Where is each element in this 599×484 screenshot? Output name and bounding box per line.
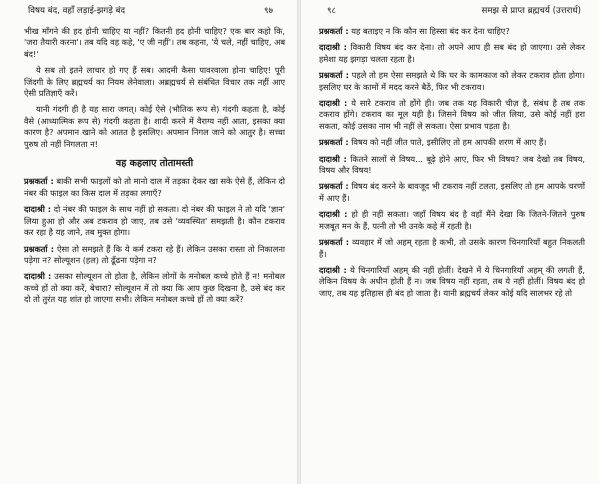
right-body-text <box>319 26 585 304</box>
page-number: ९८ <box>327 6 336 16</box>
speaker-label: दादाश्री : <box>24 271 52 282</box>
speaker-label: दादाश्री : <box>319 98 348 109</box>
dialogue-paragraph <box>24 271 285 305</box>
dialogue-paragraph <box>319 26 585 37</box>
dialogue-text: ऐसा तो समझते हैं कि ये कर्म टकरा रहे हैं। लेकिन उसका रास्ता तो निकालना पड़ेगा न? सोल्यूशन (हल) तो ढूँढना पड़ेगा न? <box>24 243 285 265</box>
dialogue-text: ये चिनगारियाँ अहम् की नहीं होतीं। देखने में ये चिनगारियाँ अहम् की लगती हैं, लेकिन विषय के अधीन होती हैं न। जब विषय नहीं रहता, तब ये नहीं होतीं। विषय बंद हो जाए, तब यह इतिहास ही बंद हो जाता है। यानी ब्रह्मचर्य लेकर कोई यदि सालभर रहे तो <box>319 264 585 298</box>
dialogue-text: हो ही नहीं सकता। जहाँ विषय बंद है वहाँ मैंने देखा कि जितने-जितने पुरुष मजबूत मन के हैं, पत्नी तो भी उनके कहे में रहती है। <box>319 209 586 231</box>
speaker-label: प्रश्नकर्ता : <box>319 237 350 248</box>
dialogue-paragraph <box>319 70 585 93</box>
paragraph-text: यानी गंदगी ही है यह सारा जगत्। कोई ऐसे (भौतिक रूप से) गंदगी कहता है, कोई वैसे (आध्यात्मिक रूप से) गंदगी कहता है। शादी करने में वैराग्य नहीं आता, इसका क्या कारण है? अपमान खाने को आतत है इसलिए। अपमान निगल जाने को आतुर है। सच्चा पुरुष तो नहीं निगलता न! <box>24 104 285 149</box>
dialogue-paragraph <box>319 181 585 204</box>
speaker-label: दादाश्री : <box>319 209 348 220</box>
running-head: विषय बंद, वहाँ लड़ाई-झगड़े बंद <box>28 6 126 16</box>
paragraph-text: ये सब तो इतने लाचार हो गए हैं सब। आदमी कैसा पावरवाला होना चाहिए! पूरी जिंदगी के लिए ब्रह्मचर्य का नियम लेनेवाला। अब्रह्मचर्य से संबंधित विचार तक नहीं आए ऐसी प्रतिज्ञाएँ करें। <box>24 65 285 99</box>
paragraph <box>24 104 285 150</box>
section-heading: वह कहलाए तोतामस्ती <box>115 158 194 170</box>
dialogue-paragraph <box>319 137 585 148</box>
speaker-label: प्रश्नकर्ता : <box>24 176 54 187</box>
dialogue-text: ये सारे टकराव तो होंगे ही। जब तक यह विकारी चीज़ है, संबंध है तब तक टकराव होंगे। टकराव का मूल यही है। जिसने विषय को जीत लिया, उसे कोई नहीं हरा सकता, कोई उसका नाम भी नहीं ले सकता। ऐसा प्रभाव पड़ता है। <box>319 98 585 131</box>
dialogue-text: बाकी सभी फाइलों को तो मानो दाल में तड़का देकर खा सके ऐसे हैं, लेकिन दो नंबर की फाइल का किस दाल में तड़का लगाएँ? <box>24 176 285 198</box>
dialogue-text: विषय बंद करने के बावजूद भी टकराव नहीं टलता, इसलिए तो हम आपके चरणों में आए हैं। <box>319 181 586 203</box>
dialogue-text: दो नंबर की फाइल के साथ नहीं हो सकता। दो नंबर की फाइल ने तो यदि 'ज्ञान' लिया हुआ हो और अब टकराव हो जाए, तब उसे 'व्यवस्थित' समझती है। कौन टकराव कर रहा है यह जाने, तब मुक्त होगा। <box>24 204 286 238</box>
dialogue-paragraph <box>319 209 585 232</box>
left-page <box>0 0 297 484</box>
speaker-label: दादाश्री : <box>24 204 52 215</box>
dialogue-text: विषय को नहीं जीत पाते, इसीलिए तो हम आपकी शरण में आए हैं। <box>351 137 547 148</box>
dialogue-paragraph <box>319 237 585 260</box>
speaker-label: दादाश्री : <box>319 42 347 53</box>
right-page <box>301 0 599 484</box>
page-number: ९७ <box>264 6 273 16</box>
paragraph-text: भीख माँगने की हद होनी चाहिए या नहीं? कितनी हद होनी चाहिए? एक बार कहो कि, 'जरा तैयारी करना'। तब यदि वह कहे, 'ए जी नहीं'। तब कहना, 'ये चले, नहीं चाहिए, अब बंद!' <box>24 26 285 59</box>
dialogue-text: उसका सोल्यूशन तो होता है, लेकिन लोगों के मनोबल कच्चे होते हैं न! मनोबल कच्चे हों तो क्या करें, बेचारा? सोल्यूशन में तो क्या कि आप कुछ दिखना है, उसे बंद कर दो तो तुरंत यह शांत हो जाएगा सभी। लेकिन मनोबल कच्चे हों तो क्या करें? <box>24 271 285 305</box>
speaker-label: प्रश्नकर्ता : <box>319 137 349 148</box>
dialogue-paragraph <box>24 244 285 267</box>
dialogue-text: व्यवहार में जो अहम् रहता है कभी, तो उसके कारण चिनगारियाँ बहुत निकलती हैं। <box>319 237 585 259</box>
paragraph <box>24 26 285 60</box>
speaker-label: प्रश्नकर्ता : <box>24 243 55 254</box>
dialogue-paragraph <box>319 98 585 132</box>
dialogue-paragraph <box>319 154 585 177</box>
paragraph <box>24 65 285 99</box>
speaker-label: दादाश्री : <box>319 153 347 164</box>
speaker-label: प्रश्नकर्ता : <box>319 26 349 36</box>
left-body-text <box>24 26 285 311</box>
dialogue-text: पहले तो हम ऐसा समझते थे कि घर के कामकाज को लेकर टकराव होता होगा। इसलिए घर के कामों में मदद करने बैठें, फिर भी टकराव। <box>319 70 585 92</box>
dialogue-paragraph <box>24 204 285 238</box>
dialogue-text: यह बताइए न कि कौन सा हिस्सा बंद कर देना चाहिए? <box>351 26 510 36</box>
dialogue-text: कितने सालों से विषय... बूढ़े होने आए, फिर भी विषय? जब देखो तब विषय, विषय और विषय! <box>319 153 585 176</box>
running-head: समझ से प्राप्त ब्रह्मचर्य (उत्तरार्ध) <box>481 6 581 16</box>
speaker-label: प्रश्नकर्ता : <box>319 181 349 192</box>
speaker-label: प्रश्नकर्ता : <box>319 70 349 81</box>
dialogue-paragraph <box>319 265 585 299</box>
dialogue-paragraph <box>24 176 285 199</box>
dialogue-text: विकारी विषय बंद कर देना। तो अपने आप ही सब बंद हो जाएगा। उसे लेकर हमेशा यह झगड़ा चलता रहता है। <box>319 42 585 64</box>
dialogue-paragraph <box>319 42 585 65</box>
speaker-label: दादाश्री : <box>319 264 347 275</box>
